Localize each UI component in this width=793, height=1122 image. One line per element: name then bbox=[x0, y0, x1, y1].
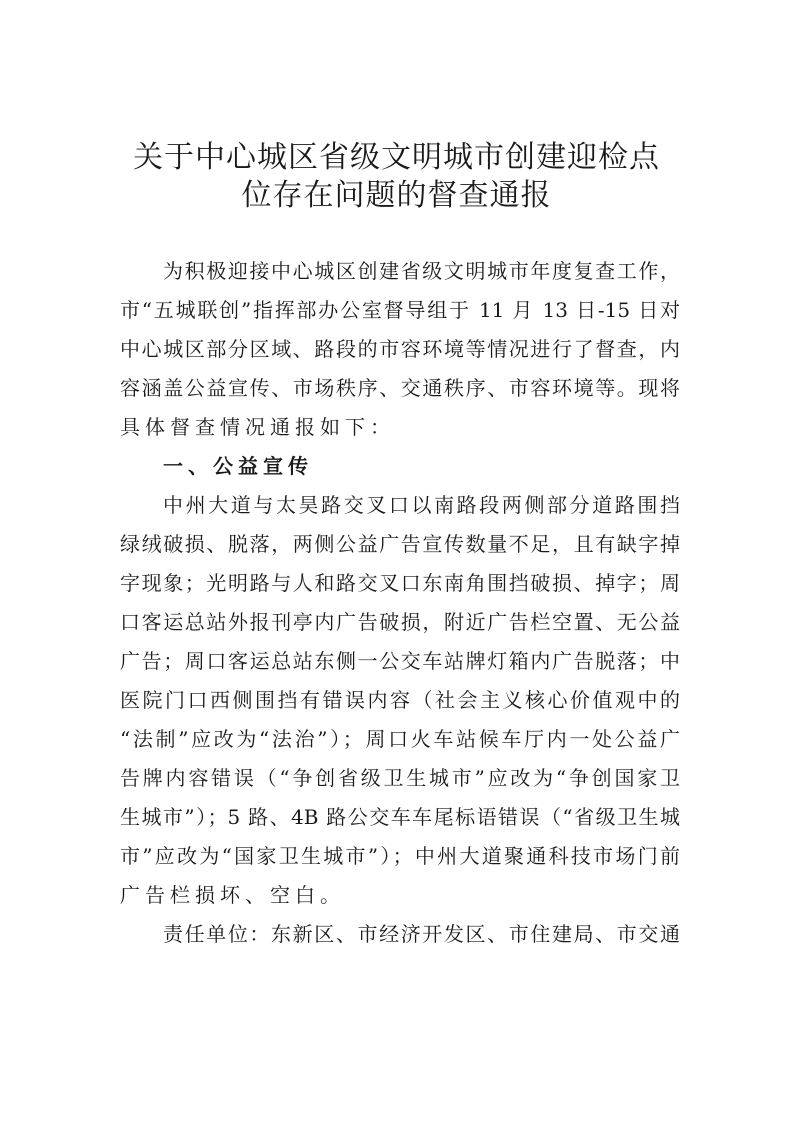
text-line: 容涵盖公益宣传、市场秩序、交通秩序、市容环境等。现将 bbox=[120, 376, 680, 400]
text-line: “法制”应改为“法治”）；周口火车站候车厅内一处公益广 bbox=[120, 727, 680, 751]
text-line: 具体督查情况通报如下： bbox=[120, 415, 395, 439]
text-line: 口客运总站外报刊亭内广告破损，附近广告栏空置、无公益 bbox=[120, 610, 680, 634]
text-line: 中心城区部分区域、路段的市容环境等情况进行了督查，内 bbox=[120, 337, 680, 361]
title-line-2: 位存在问题的督查通报 bbox=[241, 178, 552, 213]
text-line: 字现象；光明路与人和路交叉口东南角围挡破损、掉字；周 bbox=[120, 571, 680, 595]
text-line: 中州大道与太昊路交叉口以南路段两侧部分道路围挡 bbox=[163, 493, 680, 517]
text-line: 广告；周口客运总站东侧一公交车站牌灯箱内广告脱落；中 bbox=[120, 649, 680, 673]
text-line: 市“五城联创”指挥部办公室督导组于 11 月 13 日-15 日对 bbox=[120, 298, 680, 322]
text-line: 广告栏损坏、空白。 bbox=[120, 883, 345, 907]
text-line: 告牌内容错误（“争创省级卫生城市”应改为“争创国家卫 bbox=[120, 766, 680, 790]
text-line: 绿绒破损、脱落，两侧公益广告宣传数量不足，且有缺字掉 bbox=[120, 532, 680, 556]
text-line: 市”应改为“国家卫生城市”）；中州大道聚通科技市场门前 bbox=[120, 844, 680, 868]
section-heading: 一、公益宣传 bbox=[163, 454, 313, 478]
responsible-units: 责任单位：东新区、市经济开发区、市住建局、市交通 bbox=[163, 922, 680, 946]
title-line-1: 关于中心城区省级文明城市创建迎检点 bbox=[133, 140, 660, 175]
text-line: 为积极迎接中心城区创建省级文明城市年度复查工作， bbox=[163, 259, 680, 283]
text-line: 生城市”）；5 路、4B 路公交车车尾标语错误（“省级卫生城 bbox=[120, 805, 680, 829]
text-line: 医院门口西侧围挡有错误内容（社会主义核心价值观中的 bbox=[120, 688, 680, 712]
